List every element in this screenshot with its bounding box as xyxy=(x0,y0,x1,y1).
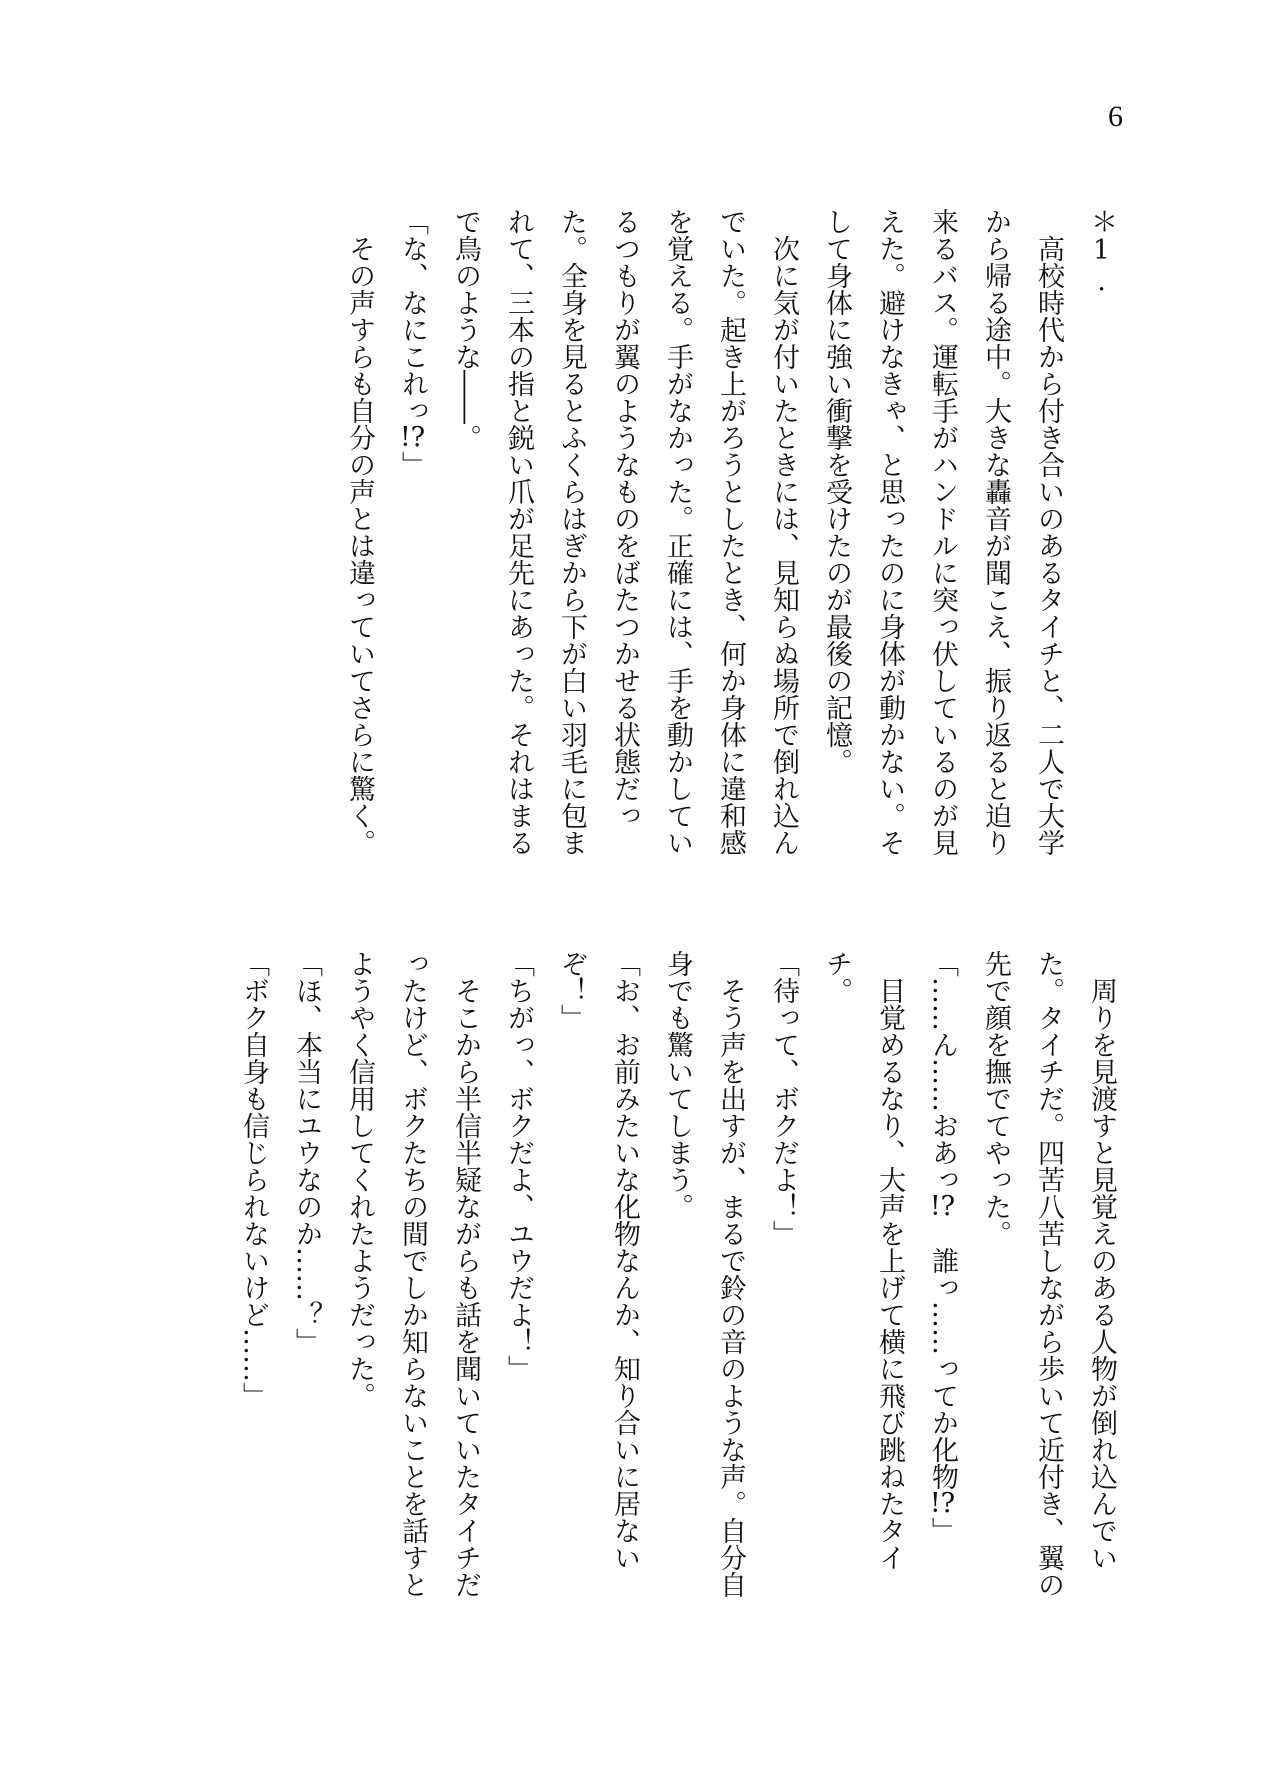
text-line: 目覚めるなり、大声を上げて横に飛び跳ねたタイ xyxy=(874,950,905,1571)
text-line: して身体に強い衝撃を受けたのが最後の記憶。 xyxy=(821,208,852,775)
text-line: 身でも驚いてしまう。 xyxy=(662,950,693,1220)
text-line: チ。 xyxy=(821,950,852,1004)
text-line: た。全身を見るとふくらはぎから下が白い羽毛に包ま xyxy=(556,208,587,856)
text-block-top xyxy=(333,208,1128,898)
text-line: 「……ん……おあっ!? 誰っ……ってか化物!?」 xyxy=(927,950,958,1544)
page-number: 6 xyxy=(1108,100,1123,133)
text-line: から帰る途中。大きな轟音が聞こえ、振り返ると迫り xyxy=(980,208,1011,856)
exclamation-question-mark: !? xyxy=(929,1490,956,1517)
text-line: 「な、なにこれっ!?」 xyxy=(397,208,428,478)
text-line: 来るバス。運転手がハンドルに突っ伏しているのが見 xyxy=(927,208,958,856)
exclamation-question-mark: !? xyxy=(929,1193,956,1220)
text-line: 周りを見渡すと見覚えのある人物が倒れ込んでい xyxy=(1086,950,1117,1571)
text-line: 「ちがっ、ボクだよ、ユウだよ！」 xyxy=(503,950,534,1382)
text-line: 高校時代から付き合いのあるタイチと、二人で大学 xyxy=(1033,208,1064,856)
text-line: を覚える。手がなかった。正確には、手を動かしてい xyxy=(662,208,693,856)
text-line: るつもりが翼のようなものをばたつかせる状態だっ xyxy=(609,208,640,829)
text-line: そこから半信半疑ながらも話を聞いていたタイチだ xyxy=(450,950,481,1598)
text-line: 「ほ、本当にユウなのか……？」 xyxy=(291,950,322,1355)
text-line: で鳥のような――。 xyxy=(450,208,481,451)
text-line: ぞ！」 xyxy=(556,950,587,1031)
text-line: 「お、お前みたいな化物なんか、知り合いに居ない xyxy=(609,950,640,1571)
text-line: 「待って、ボクだよ！」 xyxy=(768,950,799,1247)
text-line: れて、三本の指と鋭い爪が足先にあった。それはまる xyxy=(503,208,534,856)
text-line: た。タイチだ。四苦八苦しながら歩いて近付き、翼の xyxy=(1033,950,1064,1598)
section-heading: ＊1. xyxy=(1086,208,1117,297)
text-line: そう声を出すが、まるで鈴の音のような声。自分自 xyxy=(715,950,746,1598)
text-line: ようやく信用してくれたようだった。 xyxy=(344,950,375,1409)
text-line: ったけど、ボクたちの間でしか知らないことを話すと xyxy=(397,950,428,1598)
text-block-bottom xyxy=(227,950,1128,1640)
text-line: でいた。起き上がろうとしたとき、何か身体に違和感 xyxy=(715,208,746,856)
text-line: 次に気が付いたときには、見知らぬ場所で倒れ込ん xyxy=(768,208,799,856)
text-line: えた。避けなきゃ、と思ったのに身体が動かない。そ xyxy=(874,208,905,856)
exclamation-question-mark: !? xyxy=(399,424,426,451)
text-line: 先で顔を撫でてやった。 xyxy=(980,950,1011,1247)
text-line: 「ボク自身も信じられないけど……」 xyxy=(238,950,269,1409)
text-line: その声すらも自分の声とは違っていてさらに驚く。 xyxy=(344,208,375,856)
